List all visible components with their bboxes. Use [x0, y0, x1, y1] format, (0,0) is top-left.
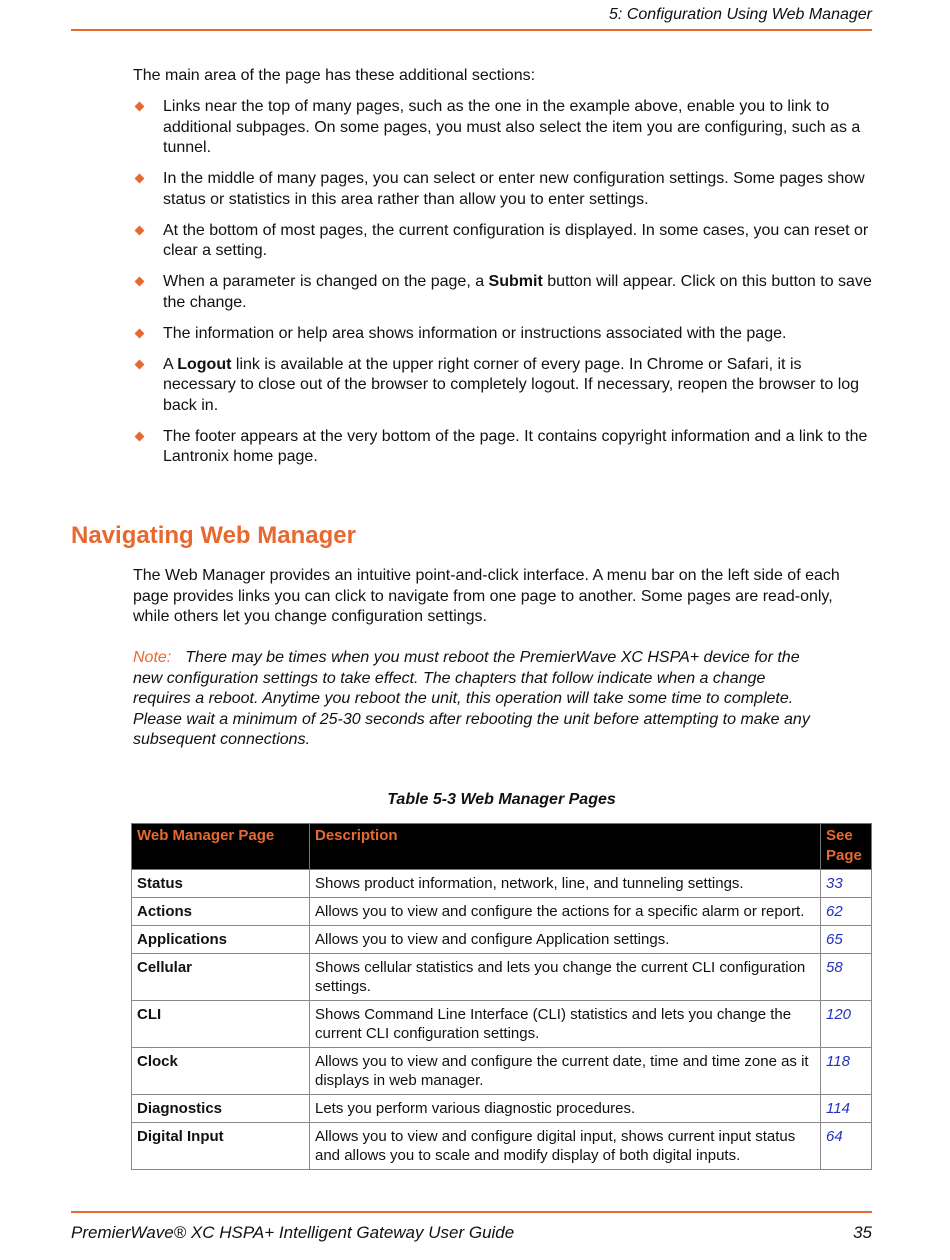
- page-name-cell: CLI: [132, 1001, 310, 1048]
- column-header: Web Manager Page: [132, 824, 310, 870]
- page-link[interactable]: 114: [821, 1095, 872, 1123]
- description-cell: Allows you to view and configure the current date, time and time zone as it displays in web manager.: [310, 1048, 821, 1095]
- table-row: [132, 1123, 872, 1170]
- diamond-bullet-icon: [135, 102, 145, 112]
- table-row: [132, 1001, 872, 1048]
- description-cell: Allows you to view and configure digital input, shows current input status and allows you to scale and modify display of both digital inputs.: [310, 1123, 821, 1170]
- description-cell: Allows you to view and configure Application settings.: [310, 926, 821, 954]
- table-row: [132, 954, 872, 1001]
- diamond-bullet-icon: [135, 359, 145, 369]
- section-paragraph: The Web Manager provides an intuitive point-and-click interface. A menu bar on the left side of each page provides links you can click to navigate from one page to another. Some pages are read-only, while others let you change configuration settings.: [133, 567, 840, 625]
- page-name-cell: Diagnostics: [132, 1095, 310, 1123]
- page-link[interactable]: 64: [821, 1123, 872, 1170]
- page-name-cell: Applications: [132, 926, 310, 954]
- description-cell: Shows product information, network, line, and tunneling settings.: [310, 870, 821, 898]
- diamond-bullet-icon: [135, 277, 145, 287]
- note-label: Note:: [133, 649, 172, 666]
- table-row: [132, 870, 872, 898]
- logout-term: Logout: [177, 355, 232, 373]
- table-row: [132, 926, 872, 954]
- diamond-bullet-icon: [135, 431, 145, 441]
- section-heading: Navigating Web Manager: [71, 522, 356, 549]
- diamond-bullet-icon: [135, 174, 145, 184]
- page-name-cell: Status: [132, 870, 310, 898]
- page-link[interactable]: 120: [821, 1001, 872, 1048]
- list-item: At the bottom of most pages, the current configuration is displayed. In some cases, you can reset or clear a setting.: [133, 221, 873, 262]
- page-link[interactable]: 33: [821, 870, 872, 898]
- table-row: [132, 898, 872, 926]
- page-number: 35: [853, 1223, 872, 1242]
- page-link[interactable]: 65: [821, 926, 872, 954]
- list-item: In the middle of many pages, you can select or enter new configuration settings. Some pages show status or statistics in this area rather than allow you to enter settings.: [133, 169, 873, 210]
- description-cell: Shows Command Line Interface (CLI) statistics and lets you change the current CLI configuration settings.: [310, 1001, 821, 1048]
- footer-rule: [71, 1211, 872, 1213]
- header-rule: [71, 29, 872, 31]
- description-cell: Shows cellular statistics and lets you change the current CLI configuration settings.: [310, 954, 821, 1001]
- page-name-cell: Digital Input: [132, 1123, 310, 1170]
- note-block: [133, 648, 813, 751]
- diamond-bullet-icon: [135, 328, 145, 338]
- description-cell: Allows you to view and configure the actions for a specific alarm or report.: [310, 898, 821, 926]
- bullet-list: [133, 97, 873, 478]
- table-header-row: [132, 824, 872, 870]
- table-row: [132, 1095, 872, 1123]
- list-item: The information or help area shows information or instructions associated with the page.: [133, 324, 873, 345]
- submit-term: Submit: [488, 273, 543, 290]
- table-caption: Table 5-3 Web Manager Pages: [387, 791, 616, 808]
- intro-text: The main area of the page has these additional sections:: [133, 67, 536, 84]
- page-name-cell: Cellular: [132, 954, 310, 1001]
- column-header: Description: [310, 824, 821, 870]
- page-link[interactable]: 58: [821, 954, 872, 1001]
- column-header: See Page: [821, 824, 872, 870]
- diamond-bullet-icon: [135, 225, 145, 235]
- table-row: [132, 1048, 872, 1095]
- running-header: 5: Configuration Using Web Manager: [609, 6, 872, 23]
- web-manager-pages-table: [131, 823, 872, 1170]
- description-cell: Lets you perform various diagnostic procedures.: [310, 1095, 821, 1123]
- footer-title: PremierWave® XC HSPA+ Intelligent Gateway User Guide: [71, 1223, 515, 1242]
- page-link[interactable]: 118: [821, 1048, 872, 1095]
- page-link[interactable]: 62: [821, 898, 872, 926]
- list-item: The footer appears at the very bottom of the page. It contains copyright information and a link to the Lantronix home page.: [133, 427, 873, 468]
- page-name-cell: Actions: [132, 898, 310, 926]
- list-item: A Logout link is available at the upper right corner of every page. In Chrome or Safari, it is necessary to close out of the browser to completely logout. If necessary, reopen the browser to log back in.: [133, 355, 873, 417]
- note-text: There may be times when you must reboot the PremierWave XC HSPA+ device for the new configuration settings to take effect. The chapters that follow indicate when a change requires a reboot. Anytime you reboot the unit, this operation will take some time to complete. Please wait a minimum of 25-30 seconds after rebooting the unit before attempting to make any subsequent connections.: [133, 649, 810, 748]
- page-name-cell: Clock: [132, 1048, 310, 1095]
- list-item: When a parameter is changed on the page, a Submit button will appear. Click on this button to save the change.: [133, 272, 873, 313]
- list-item: Links near the top of many pages, such as the one in the example above, enable you to link to additional subpages. On some pages, you must also select the item you are configuring, such as a tunnel.: [133, 97, 873, 159]
